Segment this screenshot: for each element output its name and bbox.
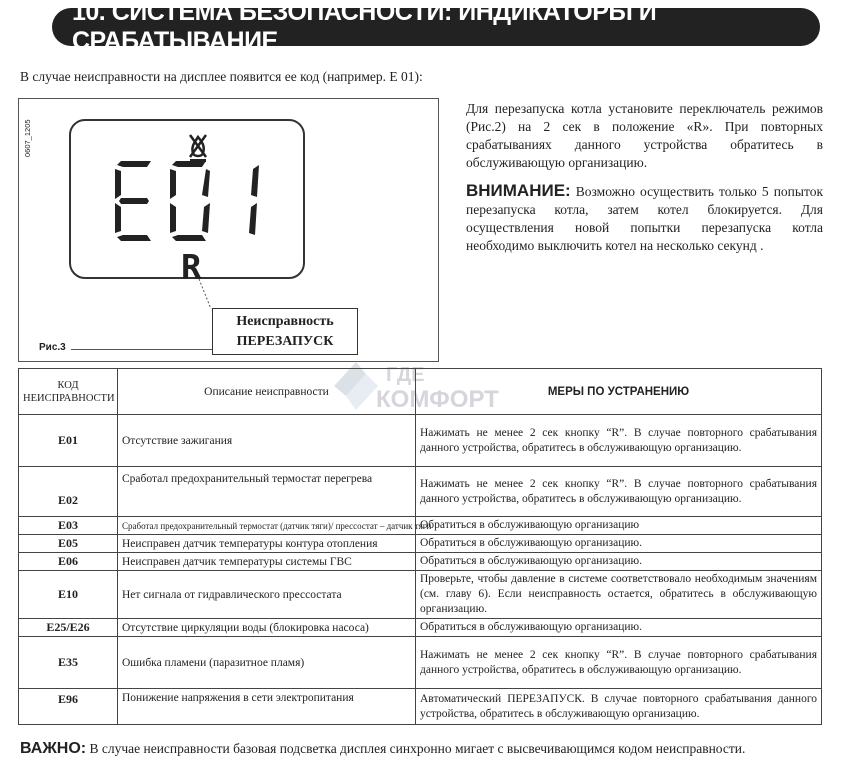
caption-rule bbox=[71, 349, 212, 350]
fault-description: Понижение напряжения в сети электропитания bbox=[118, 689, 416, 725]
fault-measures: Проверьте, чтобы давление в системе соответствовало необходимым значениям (см. главу 6). Если неисправность остается, обратитесь в обслуживающую организацию. bbox=[416, 571, 822, 619]
header-measures: МЕРЫ ПО УСТРАНЕНИЮ bbox=[416, 369, 822, 415]
fault-measures: Нажимать не менее 2 сек кнопку “R”. В случае повторного срабатывания данного устройства, обратитесь в обслуживающую организацию. bbox=[416, 415, 822, 467]
important-title: ВАЖНО: bbox=[20, 740, 87, 757]
fault-code: E35 bbox=[19, 637, 118, 689]
table-row bbox=[19, 467, 822, 517]
figure-code: 0607_1205 bbox=[23, 119, 32, 157]
table-row bbox=[19, 619, 822, 637]
table-row bbox=[19, 535, 822, 553]
fault-code: E96 bbox=[19, 689, 118, 725]
fault-description: Сработал предохранительный термостат перегрева bbox=[118, 467, 416, 517]
fault-measures: Обратиться в обслуживающую организацию bbox=[416, 517, 822, 535]
warning-paragraph bbox=[466, 182, 823, 255]
header-code-line2: НЕИСПРАВНОСТИ bbox=[23, 392, 115, 404]
fault-description: Отсутствие циркуляции воды (блокировка насоса) bbox=[118, 619, 416, 637]
header-description: Описание неисправности bbox=[118, 369, 416, 415]
fault-measures: Нажимать не менее 2 сек кнопку “R”. В случае повторного срабатывания данного устройства, обратитесь в обслуживающую организацию. bbox=[416, 467, 822, 517]
fault-description: Отсутствие зажигания bbox=[118, 415, 416, 467]
figure-caption: Рис.3 bbox=[39, 342, 66, 353]
important-note bbox=[20, 740, 745, 758]
watermark-line1: ГДЕ bbox=[386, 364, 425, 386]
warning-title: ВНИМАНИЕ: bbox=[466, 181, 571, 200]
fault-label-line1: Неисправность bbox=[236, 314, 334, 329]
fault-measures: Обратиться в обслуживающую организацию. bbox=[416, 535, 822, 553]
fault-description: Неисправен датчик температуры системы ГВС bbox=[118, 553, 416, 571]
section-title: 10. СИСТЕМА БЕЗОПАСНОСТИ: ИНДИКАТОРЫ И СРАБАТЫВАНИЕ bbox=[72, 0, 657, 55]
table-row bbox=[19, 571, 822, 619]
fault-code: E06 bbox=[19, 553, 118, 571]
fault-description: Ошибка пламени (паразитное пламя) bbox=[118, 637, 416, 689]
restart-instructions bbox=[466, 100, 823, 255]
display-letter: R bbox=[181, 248, 202, 288]
fault-code: E01 bbox=[19, 415, 118, 467]
figure-3 bbox=[18, 98, 439, 362]
fault-code: E02 bbox=[19, 467, 118, 517]
fault-measures: Обратиться в обслуживающую организацию. bbox=[416, 553, 822, 571]
fault-description: Неисправен датчик температуры контура отопления bbox=[118, 535, 416, 553]
table-row bbox=[19, 637, 822, 689]
table-header-row bbox=[19, 369, 822, 415]
fault-code: E03 bbox=[19, 517, 118, 535]
table-row bbox=[19, 689, 822, 725]
section-header bbox=[52, 0, 820, 55]
important-text: В случае неисправности базовая подсветка дисплея синхронно мигает с высвечивающимся кодом неисправности. bbox=[86, 741, 746, 756]
fault-measures: Нажимать не менее 2 сек кнопку “R”. В случае повторного срабатывания данного устройства, обратитесь в обслуживающую организацию. bbox=[416, 637, 822, 689]
restart-paragraph: Для перезапуска котла установите переключатель режимов (Рис.2) на 2 сек в положение «R». При повторных срабатываниях данного устройства обратитесь в обслуживающую организацию. bbox=[466, 101, 823, 170]
header-code bbox=[19, 369, 118, 415]
fault-label-box bbox=[212, 308, 358, 355]
fault-table bbox=[18, 368, 822, 725]
header-code-line1: КОД bbox=[57, 379, 79, 391]
fault-code: E25/E26 bbox=[19, 619, 118, 637]
fault-code: E10 bbox=[19, 571, 118, 619]
table-row bbox=[19, 553, 822, 571]
watermark-line2: КОМФОРТ bbox=[376, 386, 499, 413]
table-row bbox=[19, 517, 822, 535]
table-row bbox=[19, 415, 822, 467]
fault-label-line2: ПЕРЕЗАПУСК bbox=[236, 334, 334, 349]
fault-code: E05 bbox=[19, 535, 118, 553]
fault-measures: Обратиться в обслуживающую организацию. bbox=[416, 619, 822, 637]
intro-text: В случае неисправности на дисплее появится ее код (например. Е 01): bbox=[20, 69, 423, 84]
fault-measures: Автоматический ПЕРЕЗАПУСК. В случае повторного срабатывания данного устройства, обратитесь в обслуживающую организацию. bbox=[416, 689, 822, 725]
fault-description: Нет сигнала от гидравлического прессостата bbox=[118, 571, 416, 619]
fault-description: Сработал предохранительный термостат (датчик тяги)/ прессостат – датчик тяги bbox=[118, 517, 416, 535]
warning-text: Возможно осуществить только 5 попыток перезапуска котла, затем котел блокируется. Для осуществления новой попытки перезапуска котла необходимо выключить котел на несколько секунд . bbox=[466, 184, 823, 253]
